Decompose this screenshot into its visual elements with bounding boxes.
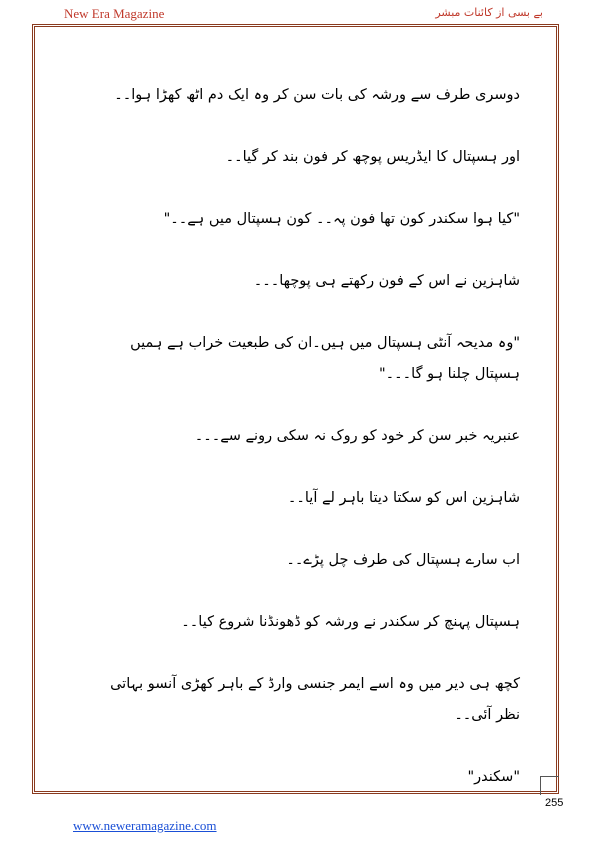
- page-number: 255: [545, 797, 564, 809]
- magazine-name: New Era Magazine: [64, 6, 165, 21]
- paragraph: "وہ مدیحہ آنٹی ہسپتال میں ہیں۔ان کی طبعیت خراب ہے ہمیں ہسپتال چلنا ہو گا۔۔۔": [130, 335, 520, 382]
- paragraph: "کیا ہوا سکندر کون تھا فون پہ۔۔ کون ہسپتال میں ہے۔۔": [163, 211, 520, 227]
- paragraph: دوسری طرف سے ورشہ کی بات سن کر وہ ایک دم اٹھ کھڑا ہوا۔۔: [114, 87, 520, 103]
- paragraph: "سکندر": [467, 769, 520, 785]
- paragraph: شاہزین اس کو سکتا دیتا باہر لے آیا۔۔: [287, 490, 520, 506]
- paragraph: اب سارے ہسپتال کی طرف چل پڑے۔۔: [286, 552, 520, 568]
- story-text: [95, 80, 520, 824]
- paragraph: کچھ ہی دیر میں وہ اسے ایمر جنسی وارڈ کے باہر کھڑی آنسو بہاتی نظر آئی۔۔: [110, 676, 520, 723]
- paragraph: عنبریہ خبر سن کر خود کو روک نہ سکی رونے سے۔۔۔: [194, 428, 520, 444]
- page-number-box: [540, 776, 559, 795]
- paragraph: شاہزین نے اس کے فون رکھتے ہی پوچھا۔۔۔: [253, 273, 520, 289]
- website-link[interactable]: www.neweramagazine.com: [73, 818, 217, 833]
- novel-title: بے بسی از کائنات مبشر: [435, 6, 543, 19]
- paragraph: ہسپتال پہنچ کر سکندر نے ورشہ کو ڈھونڈنا شروع کیا۔۔: [181, 614, 520, 630]
- paragraph: اور ہسپتال کا ایڈریس پوچھ کر فون بند کر گیا۔۔: [225, 149, 520, 165]
